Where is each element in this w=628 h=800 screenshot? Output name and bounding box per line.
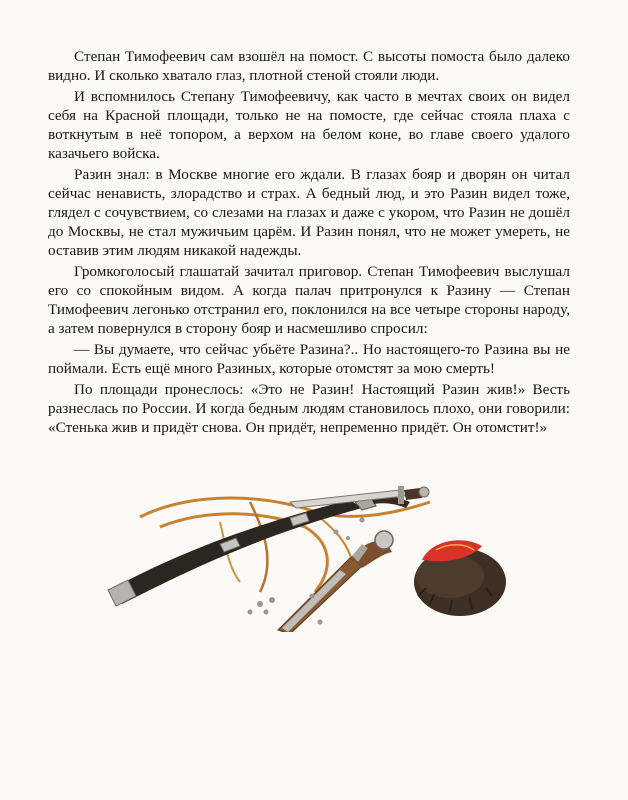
paragraph-3: Разин знал: в Москве многие его ждали. В глазах бояр и дворян он читал сейчас ненависть, злорадство и страх. А бедный люд, и это Разин видел тоже, глядел с сочувствием, со слезами на глазах и даже с укором, что Разин не дошёл до Москвы, не стал мужичьим царём. И Разин понял, что не может умереть, не оставив этим людям никакой надежды. bbox=[48, 166, 570, 259]
paragraph-5: — Вы думаете, что сейчас убьёте Разина?.. Но настоящего-то Разина вы не поймали. Есть ещё много Разиных, которые отомстят за мою смерть! bbox=[48, 341, 570, 377]
fur-hat-icon bbox=[414, 540, 506, 616]
pistol-icon bbox=[278, 531, 393, 632]
weapons-illustration bbox=[100, 472, 520, 632]
paragraph-6: По площади пронеслось: «Это не Разин! Настоящий Разин жив!» Весть разнеслась по России. И когда бедным людям становилось плохо, они говорили: «Стенька жив и придёт снова. Он придёт, непременно придёт. Он отомстит!» bbox=[48, 381, 570, 436]
story-text bbox=[48, 47, 570, 439]
paragraph-2: И вспомнилось Степану Тимофеевичу, как часто в мечтах своих он видел себя на Красной площади, только не на помосте, где сейчас стояла плаха с воткнутым в неё топором, а верхом на белом коне, во главе своего удалого казачьего войска. bbox=[48, 88, 570, 162]
paragraph-1: Степан Тимофеевич сам взошёл на помост. С высоты помоста было далеко видно. И сколько хватало глаз, плотной стеной стояли люди. bbox=[48, 48, 570, 84]
paragraph-4: Громкоголосый глашатай зачитал приговор. Степан Тимофеевич выслушал его со спокойным видом. А когда палач притронулся к Разину — Степан Тимофеевич легонько отстранил его, поклонился на все четыре стороны народу, а затем повернулся в сторону бояр и насмешливо спросил: bbox=[48, 263, 570, 337]
